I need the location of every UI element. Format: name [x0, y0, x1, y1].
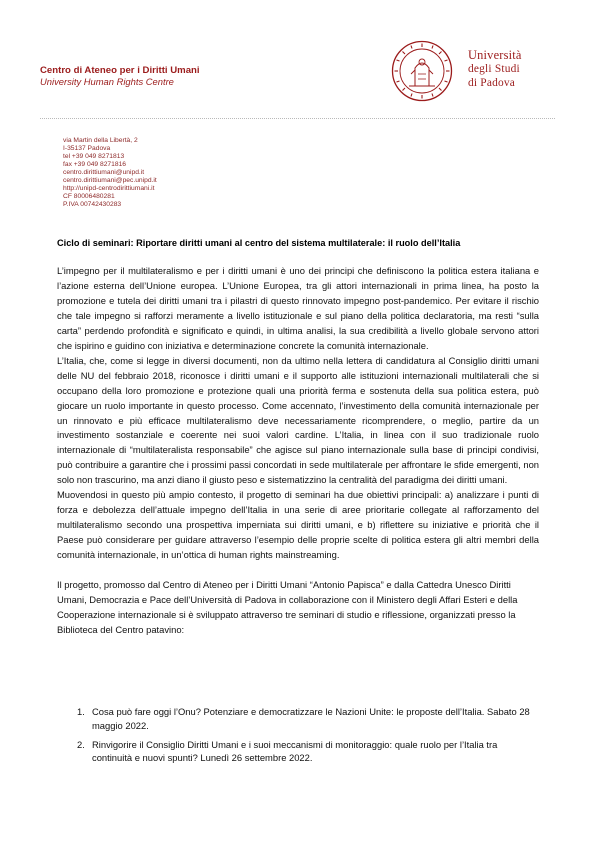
address-fax: fax +39 049 8271816	[63, 161, 127, 169]
document-title: Ciclo di seminari: Riportare diritti umani al centro del sistema multilaterale: il ruolo dell’Italia	[57, 238, 461, 248]
address-street: via Martin della Libertà, 2	[63, 137, 138, 144]
list-item-number: 1.	[77, 706, 85, 717]
list-item-number: 2.	[77, 738, 85, 750]
address-pec-email: centro.dirittiumani@pec.unipd.it	[63, 177, 157, 185]
address-website: http://unipd-centrodirittiumani.it	[63, 185, 155, 193]
address-email: centro.dirittiumani@unipd.it	[63, 169, 145, 177]
paragraph: Muovendosi in questo più ampio contesto, il progetto di seminari ha due obiettivi principali: a) analizzare i punti di forza e debolezza dell’attuale impegno dell’Italia in una serie di aree prioritarie collegate al rafforzamento del multilateralismo secondo una prospettiva imperniata sui diritti umani, e b) riflettere su iniziative e priorità che il Paese può considerare per guidare attraverso l’esempio delle proprie scelte di politica estera gli altri membri della comunità internazionale, in un’ottica di human rights mainstreaming.	[57, 489, 539, 561]
paragraph: Il progetto, promosso dal Centro di Ateneo per i Diritti Umani “Antonio Papisca” e dalla Cattedra Unesco Diritti Umani, Democrazia e Pace dell’Università di Padova in collaborazione con il Ministero degli Affari Esteri e della Cooperazione internazionale si è sviluppato attraverso tre seminari di studio e riflessione, organizzati presso la Biblioteca del Centro patavino:	[57, 579, 518, 635]
address-postcode-city: I-35137 Padova	[63, 145, 111, 153]
list-item-text: Rinvigorire il Consiglio Diritti Umani e i suoi meccanismi di monitoraggio: quale ruolo per l’Italia tra continuità e nuovi spunti? Lunedì 26 settembre 2022.	[92, 738, 498, 764]
list-item	[57, 738, 539, 765]
university-name	[468, 48, 522, 91]
centre-name-english: University Human Rights Centre	[40, 76, 174, 87]
contact-address-block	[63, 137, 157, 209]
address-vat-number: P.IVA 00742430283	[63, 201, 122, 209]
list-item-text: Cosa può fare oggi l’Onu? Potenziare e democratizzare le Nazioni Unite: le proposte dell’Italia. Sabato 28 maggio 2022.	[92, 706, 530, 731]
university-name-line-2: degli Studi	[468, 63, 520, 76]
seminar-list	[57, 705, 539, 770]
centre-name: Centro di Ateneo per i Diritti Umani	[40, 65, 200, 76]
paragraph: L’impegno per il multilateralismo e per i diritti umani è uno dei principi che definiscono la politica estera italiana e l’azione esterna dell’Unione europea. L’Unione Europea, tra gli attori internazionali in prima linea, ha posto la promozione e tutela dei diritti umani tra i pilastri di questo rinnovato impegno post-pandemico. Per evitare il rischio che tale impegno si rafforzi meramente a livello istituzionale e sul piano della politica declaratoria, ma resti “sulla carta” perdendo profondità e significato e quindi, in ultima analisi, la sua credibilità a livello globale servono attori che ispirino e guidino con iniziativa e determinazione concrete la comunità internazionale.	[57, 265, 539, 351]
header-divider	[40, 118, 555, 119]
paragraph: L’Italia, che, come si legge in diversi documenti, non da ultimo nella lettera di candidatura al Consiglio diritti umani delle NU del febbraio 2018, riconosce i diritti umani e il supporto alle istituzioni internazionali multilaterali che si occupano della loro promozione e protezione quali una priorità ferma e sostenuta della sua politica estera, può giocare un ruolo importante in questo processo. Come accennato, l’investimento della comunità internazionale per un rinnovato e più efficace multilateralismo deve necessariamente ricomprendere, o meglio, partire da un investimento sostanziale e coerente nei suoi valori cardine. L’Italia, in linea con il suo tradizionale ruolo internazionale di “multilateralista responsabile” che agisce sul piano internazionale sulla base di principi condivisi, può contribuire a garantire che i prossimi passi concordati in sede multilaterale per affrontare le sfide emergenti, non solo non trascurino, ma anzi diano il giusto peso e sistematizzino la centralità del paradigma dei diritti umani.	[57, 354, 539, 486]
university-name-line-3: di Padova	[468, 77, 516, 90]
address-phone: tel +39 049 8271813	[63, 153, 125, 161]
university-name-line-1: Università	[468, 48, 522, 62]
address-tax-code: CF 80006480281	[63, 193, 115, 201]
list-item	[57, 705, 539, 732]
document-body	[57, 264, 539, 638]
university-seal-icon	[391, 40, 453, 102]
